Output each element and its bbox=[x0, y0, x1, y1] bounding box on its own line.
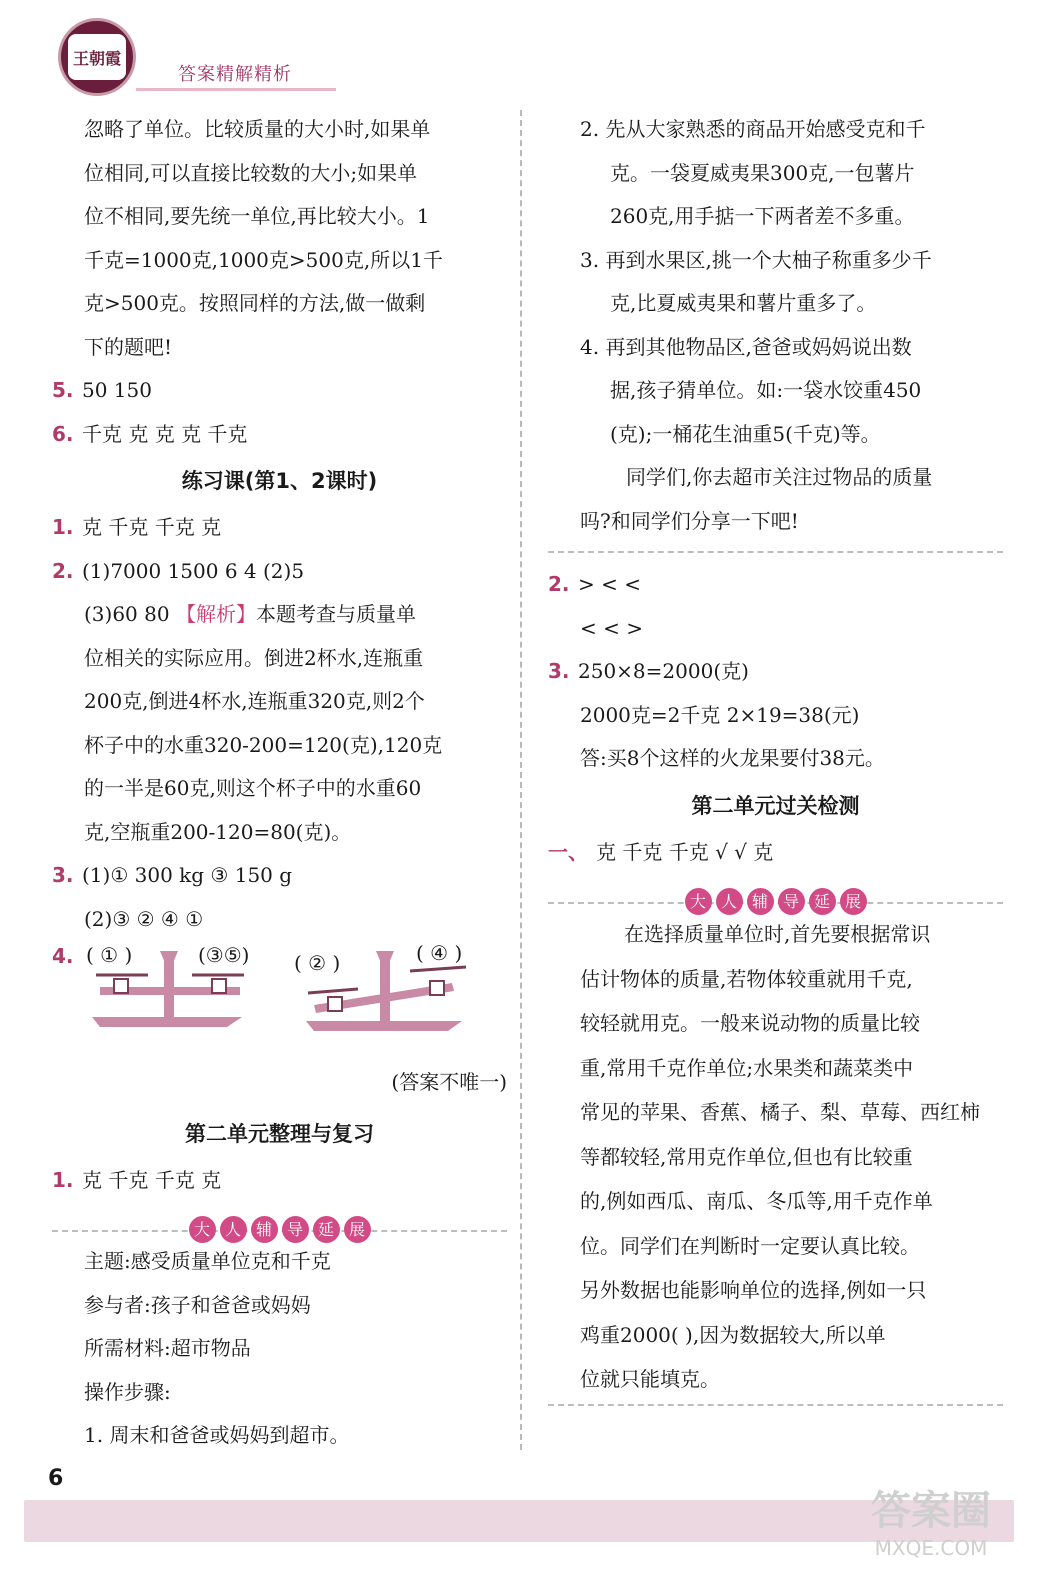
analysis-tag: 【解析】 bbox=[175, 602, 256, 626]
text-line: 4. 再到其他物品区,爸爸或妈妈说出数 bbox=[580, 334, 912, 359]
balance-2-left-label: ( ② ) bbox=[294, 951, 341, 975]
test-answer-1 bbox=[548, 831, 1003, 875]
answer-5 bbox=[52, 369, 507, 413]
header-title: 答案精解精析 bbox=[178, 64, 292, 85]
parent-extension-banner bbox=[548, 880, 1003, 911]
banner-char: 人 bbox=[716, 888, 743, 915]
text-line: 鸡重2000( ),因为数据较大,所以单 bbox=[580, 1322, 886, 1347]
banner-char: 人 bbox=[220, 1216, 247, 1243]
section-title-unit-test: 第二单元过关检测 bbox=[691, 793, 860, 818]
text-line: 等都较轻,常用克作单位,但也有比较重 bbox=[580, 1144, 913, 1169]
text-line: 在选择质量单位时,首先要根据常识 bbox=[624, 922, 931, 946]
text-line: 较轻就用克。一般来说动物的质量比较 bbox=[580, 1011, 920, 1035]
brand-logo-text: 王朝霞 bbox=[68, 34, 126, 80]
section-separator bbox=[548, 1404, 1003, 1406]
answer-text: 50 150 bbox=[82, 378, 152, 402]
text-line: 忽略了单位。比较质量的大小时,如果单 bbox=[84, 117, 431, 141]
banner-char: 辅 bbox=[251, 1216, 278, 1243]
text-line: 另外数据也能影响单位的选择,例如一只 bbox=[580, 1278, 927, 1302]
review-answer-2-row2: < < > bbox=[580, 615, 643, 640]
answer-text: 克 千克 千克 克 bbox=[82, 515, 222, 539]
question-number: 2. bbox=[548, 572, 570, 596]
answer-text: 克 千克 千克 √ √ 克 bbox=[596, 839, 774, 864]
question-number: 4. bbox=[52, 944, 74, 968]
brand-logo bbox=[58, 18, 136, 96]
text-line: 据,孩子猜单位。如:一袋水饺重450 bbox=[610, 378, 922, 402]
text-line: 位不相同,要先统一单位,再比较大小。1 bbox=[84, 204, 430, 228]
activity-plan bbox=[52, 1240, 507, 1458]
text-line: 260克,用手掂一下两者差不多重。 bbox=[610, 204, 915, 228]
text-line bbox=[84, 593, 507, 637]
left-column bbox=[52, 108, 507, 1458]
question-number: 2. bbox=[52, 558, 74, 583]
text-line: 主题:感受质量单位克和千克 bbox=[84, 1249, 331, 1273]
text-line: 位相同,可以直接比较数的大小;如果单 bbox=[84, 160, 418, 185]
text-line: 位就只能填克。 bbox=[580, 1367, 720, 1391]
answer-text: 克 千克 千克 克 bbox=[82, 1167, 222, 1192]
text-line: 所需材料:超市物品 bbox=[84, 1336, 251, 1360]
answer-text: (1)7000 1500 6 4 (2)5 bbox=[82, 558, 305, 583]
text-line: 克。一袋夏威夷果300克,一包薯片 bbox=[610, 160, 915, 185]
question-number: 3. bbox=[548, 659, 570, 683]
banner-char: 大 bbox=[685, 888, 712, 915]
answer-text: (1)① 300 kg ③ 150 g bbox=[82, 863, 293, 887]
text-line: 位相关的实际应用。倒进2杯水,连瓶重 bbox=[84, 645, 424, 670]
parent-extension-banner bbox=[52, 1208, 507, 1239]
text-line: 克,空瓶重200-120=80(克)。 bbox=[84, 819, 352, 844]
practice-answer-3 bbox=[52, 854, 507, 898]
question-number: 一、 bbox=[548, 839, 588, 864]
text-line: 吗?和同学们分享一下吧! bbox=[580, 508, 799, 533]
banner-char: 辅 bbox=[747, 888, 774, 915]
banner-char: 展 bbox=[344, 1216, 371, 1243]
question-number: 1. bbox=[52, 1167, 74, 1192]
text-line: 常见的苹果、香蕉、橘子、梨、草莓、西红柿 bbox=[580, 1100, 980, 1124]
text-line: 同学们,你去超市关注过物品的质量 bbox=[626, 465, 933, 489]
answer-text: 250×8=2000(克) bbox=[578, 659, 749, 683]
question-number: 1. bbox=[52, 515, 74, 539]
text-line: 3. 再到水果区,挑一个大柚子称重多少千 bbox=[580, 247, 932, 272]
answer-text: (3)60 80 bbox=[84, 602, 176, 626]
banner-char: 导 bbox=[778, 888, 805, 915]
banner-char: 延 bbox=[313, 1216, 340, 1243]
unit-explanation bbox=[548, 912, 1003, 1402]
practice-answer-2 bbox=[52, 550, 507, 594]
question-number: 6. bbox=[52, 421, 74, 446]
text-line: 克>500克。按照同样的方法,做一做剩 bbox=[84, 291, 426, 315]
banner-char: 大 bbox=[189, 1216, 216, 1243]
practice-answer-2-analysis bbox=[52, 593, 507, 854]
banner-char: 延 bbox=[809, 888, 836, 915]
review-answer-3-row3: 答:买8个这样的火龙果要付38元。 bbox=[580, 746, 885, 770]
watermark bbox=[856, 1486, 1006, 1576]
question-number: 3. bbox=[52, 863, 74, 887]
review-answer-3-row2: 2000克=2千克 2×19=38(元) bbox=[580, 702, 860, 727]
watermark-url: MXQE.COM bbox=[874, 1536, 988, 1560]
review-answer-3 bbox=[548, 650, 1003, 694]
text-line: 杯子中的水重320-200=120(克),120克 bbox=[84, 732, 443, 757]
text-line: 下的题吧! bbox=[84, 334, 173, 359]
text-line: 2. 先从大家熟悉的商品开始感受克和千 bbox=[580, 117, 926, 141]
practice-answer-3-part2: (2)③ ② ④ ① bbox=[84, 906, 204, 931]
banner-char: 展 bbox=[840, 888, 867, 915]
practice-answer-4 bbox=[52, 941, 507, 1061]
text-line: 的一半是60克,则这个杯子中的水重60 bbox=[84, 776, 422, 800]
text-line: 克,比夏威夷果和薯片重多了。 bbox=[610, 291, 877, 315]
answer-6 bbox=[52, 413, 507, 457]
text-line: 的,例如西瓜、南瓜、冬瓜等,用千克作单 bbox=[580, 1189, 933, 1213]
text-line: 200克,倒进4杯水,连瓶重320克,则2个 bbox=[84, 689, 425, 713]
watermark-logo: 答案圈 bbox=[871, 1488, 991, 1534]
question-number: 5. bbox=[52, 378, 74, 402]
text-line: 操作步骤: bbox=[84, 1379, 171, 1404]
column-divider bbox=[520, 110, 522, 1450]
review-answer-2 bbox=[548, 563, 1003, 607]
page-header bbox=[40, 14, 360, 94]
balance-1-left-label: ( ① ) bbox=[86, 943, 133, 967]
balance-1-right-label: (③⑤) bbox=[198, 943, 250, 967]
section-title-review: 第二单元整理与复习 bbox=[185, 1121, 374, 1146]
text-line: 重,常用千克作单位;水果类和蔬菜类中 bbox=[580, 1055, 914, 1080]
answer-text: 本题考查与质量单 bbox=[255, 602, 416, 626]
text-line: 位。同学们在判断时一定要认真比较。 bbox=[580, 1233, 920, 1258]
balance-2-right-label: ( ④ ) bbox=[416, 941, 463, 965]
right-column bbox=[548, 108, 1003, 1416]
text-line: 参与者:孩子和爸爸或妈妈 bbox=[84, 1292, 311, 1317]
answer-text: 千克 克 克 克 千克 bbox=[82, 421, 248, 446]
review-answer-1 bbox=[52, 1159, 507, 1203]
answer-note: (答案不唯一) bbox=[391, 1070, 507, 1094]
text-line: 千克=1000克,1000克>500克,所以1千 bbox=[84, 247, 443, 272]
text-line: (克);一桶花生油重5(千克)等。 bbox=[610, 421, 881, 446]
section-separator bbox=[548, 551, 1003, 553]
banner-char: 导 bbox=[282, 1216, 309, 1243]
section-title-practice: 练习课(第1、2课时) bbox=[181, 469, 378, 493]
text-line: 1. 周末和爸爸或妈妈到超市。 bbox=[84, 1423, 350, 1447]
activity-steps bbox=[548, 108, 1003, 543]
page-number: 6 bbox=[48, 1466, 64, 1491]
text-line: 估计物体的质量,若物体较重就用千克, bbox=[580, 966, 913, 991]
intro-paragraph bbox=[52, 108, 507, 369]
answer-text: > < < bbox=[578, 572, 641, 596]
practice-answer-1 bbox=[52, 506, 507, 550]
